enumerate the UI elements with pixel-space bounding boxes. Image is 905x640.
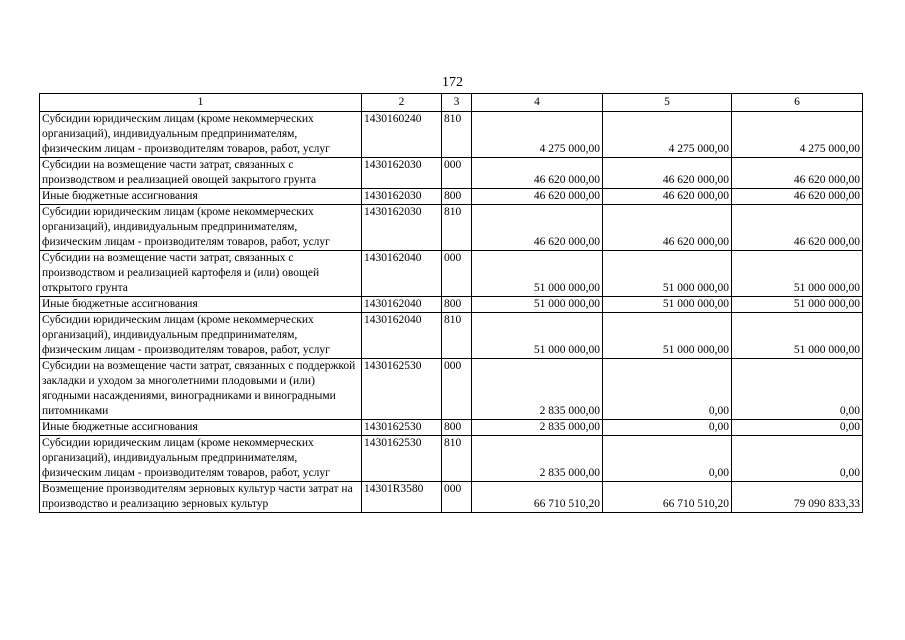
row-type: 800 [442,297,472,313]
row-value-5: 51 000 000,00 [603,251,732,297]
row-value-6: 0,00 [732,359,863,420]
row-value-6: 51 000 000,00 [732,297,863,313]
page-number: 172 [442,75,463,90]
row-type: 800 [442,189,472,205]
row-code: 1430162040 [362,251,442,297]
row-name: Субсидии на возмещение части затрат, связанных с производством и реализацией овощей закрытого грунта [40,158,362,189]
table-row [40,112,863,158]
row-value-5: 46 620 000,00 [603,205,732,251]
header-col-2: 2 [362,94,442,112]
row-value-5: 66 710 510,20 [603,482,732,513]
row-name: Иные бюджетные ассигнования [40,189,362,205]
row-value-4: 2 835 000,00 [472,359,603,420]
row-value-6: 79 090 833,33 [732,482,863,513]
table-row [40,205,863,251]
row-value-4: 66 710 510,20 [472,482,603,513]
table-row [40,436,863,482]
row-value-4: 2 835 000,00 [472,436,603,482]
row-code: 1430162530 [362,420,442,436]
row-value-6: 51 000 000,00 [732,313,863,359]
row-value-5: 4 275 000,00 [603,112,732,158]
table-row [40,297,863,313]
row-value-4: 46 620 000,00 [472,189,603,205]
row-code: 1430162530 [362,359,442,420]
row-type: 000 [442,482,472,513]
header-col-5: 5 [603,94,732,112]
row-code: 1430162030 [362,205,442,251]
row-code: 1430162040 [362,313,442,359]
table-row [40,189,863,205]
header-col-6: 6 [732,94,863,112]
row-code: 1430162530 [362,436,442,482]
row-value-4: 2 835 000,00 [472,420,603,436]
row-name: Субсидии юридическим лицам (кроме некоммерческих организаций), индивидуальным предпринимателям, физическим лицам - производителям товаров, работ, услуг [40,436,362,482]
budget-table [39,93,863,513]
table-row [40,158,863,189]
row-type: 810 [442,313,472,359]
row-value-6: 4 275 000,00 [732,112,863,158]
row-type: 000 [442,359,472,420]
row-name: Субсидии на возмещение части затрат, связанных с поддержкой закладки и уходом за многолетними плодовыми и (или) ягодными насаждениями, виноградниками и виноградными питомниками [40,359,362,420]
row-value-5: 51 000 000,00 [603,297,732,313]
row-type: 000 [442,158,472,189]
table-row [40,482,863,513]
row-value-5: 0,00 [603,420,732,436]
row-value-4: 46 620 000,00 [472,205,603,251]
row-type: 000 [442,251,472,297]
row-name: Субсидии юридическим лицам (кроме некоммерческих организаций), индивидуальным предпринимателям, физическим лицам - производителям товаров, работ, услуг [40,205,362,251]
row-value-5: 51 000 000,00 [603,313,732,359]
table-row [40,420,863,436]
row-name: Субсидии юридическим лицам (кроме некоммерческих организаций), индивидуальным предпринимателям, физическим лицам - производителям товаров, работ, услуг [40,112,362,158]
row-value-6: 51 000 000,00 [732,251,863,297]
row-value-4: 51 000 000,00 [472,251,603,297]
row-name: Иные бюджетные ассигнования [40,297,362,313]
header-col-4: 4 [472,94,603,112]
row-type: 810 [442,436,472,482]
header-row [40,94,863,112]
row-code: 1430162040 [362,297,442,313]
row-value-6: 46 620 000,00 [732,205,863,251]
row-value-5: 46 620 000,00 [603,189,732,205]
row-type: 800 [442,420,472,436]
table-row [40,313,863,359]
row-name: Субсидии на возмещение части затрат, связанных с производством и реализацией картофеля и (или) овощей открытого грунта [40,251,362,297]
row-value-4: 4 275 000,00 [472,112,603,158]
row-value-6: 0,00 [732,420,863,436]
header-col-3: 3 [442,94,472,112]
row-value-5: 0,00 [603,359,732,420]
row-code: 1430162030 [362,189,442,205]
row-code: 14301R3580 [362,482,442,513]
row-type: 810 [442,112,472,158]
table-row [40,251,863,297]
row-value-6: 0,00 [732,436,863,482]
row-name: Возмещение производителям зерновых культур части затрат на производство и реализацию зерновых культур [40,482,362,513]
row-value-4: 51 000 000,00 [472,297,603,313]
row-name: Иные бюджетные ассигнования [40,420,362,436]
header-col-1: 1 [40,94,362,112]
row-value-6: 46 620 000,00 [732,189,863,205]
row-name: Субсидии юридическим лицам (кроме некоммерческих организаций), индивидуальным предпринимателям, физическим лицам - производителям товаров, работ, услуг [40,313,362,359]
row-value-4: 46 620 000,00 [472,158,603,189]
row-type: 810 [442,205,472,251]
row-code: 1430162030 [362,158,442,189]
row-value-5: 0,00 [603,436,732,482]
row-value-6: 46 620 000,00 [732,158,863,189]
table-row [40,359,863,420]
row-value-5: 46 620 000,00 [603,158,732,189]
row-value-4: 51 000 000,00 [472,313,603,359]
row-code: 1430160240 [362,112,442,158]
